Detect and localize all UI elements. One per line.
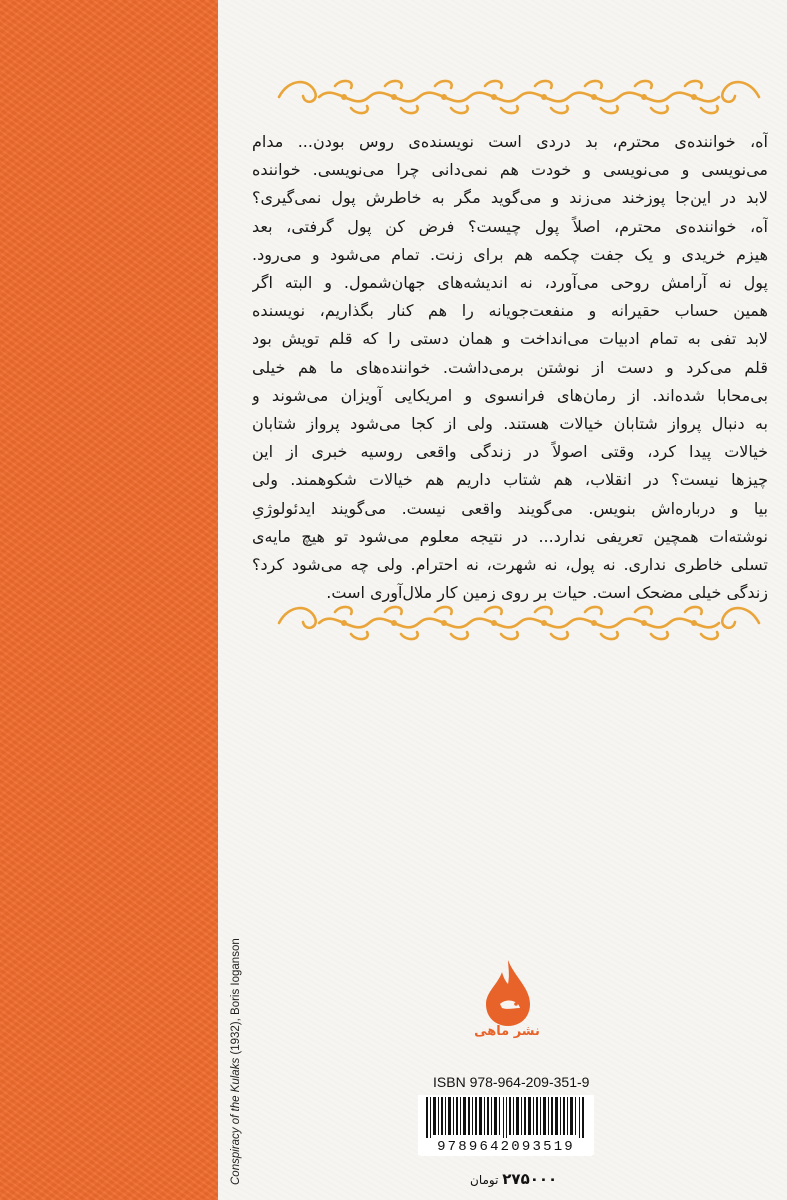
publisher-name: نشر ماهی	[474, 1024, 540, 1039]
painter-name: Boris Ioganson	[230, 938, 242, 1015]
excerpt-line: لابد تفی به تمام ادبیات می‌انداخت و همان دستی را که قلم تویش بود	[252, 329, 768, 349]
isbn-label: ISBN 978-964-209-351-9	[433, 1074, 590, 1090]
excerpt-line: خیالات پیدا کرد، وقتی اصولاً در زندگی واقعی روسیه خبری از این	[252, 442, 768, 462]
barcode-digits: 9789642093519	[420, 1138, 592, 1156]
excerpt-line: نوشته‌ات همچین تعریفی ندارد... در نتیجه معلوم می‌شود تو هیچ مایه‌ی	[252, 526, 768, 546]
bottom-ornament-border-icon	[275, 600, 763, 646]
price-amount: ۲۷۵۰۰۰	[502, 1170, 558, 1188]
excerpt-line: تسلی خاطری نداری. نه پول، نه شهرت، نه احترام. ولی چه می‌شود کرد؟	[252, 555, 768, 575]
excerpt-line: همین حساب حقیرانه و منفعت‌جویانه را هم کنار بگذاریم، نویسنده	[252, 301, 768, 321]
excerpt-line: بیا و درباره‌اش بنویس. می‌گویند واقعی نیست. می‌گویند ایدئولوژیِ	[252, 498, 768, 518]
price-unit: تومان	[470, 1173, 499, 1187]
excerpt-line: پول نه آرامش روحی می‌آورد، نه اندیشه‌های جهان‌شمول. و البته اگر	[252, 273, 768, 293]
fish-drop-logo-icon	[478, 958, 538, 1054]
painting-year: (1932),	[230, 1014, 242, 1058]
excerpt-line: به دنبال پرواز شتابان خیالات هستند. ولی از کجا می‌شود پرواز شتابان	[252, 414, 768, 434]
excerpt-line: قلم می‌کرد و دست از نوشتن برمی‌داشت. خواننده‌های ما هم خیلی	[252, 357, 768, 377]
back-cover-excerpt	[252, 128, 768, 607]
top-ornament-border-icon	[275, 74, 763, 120]
excerpt-line: چیزها نیست؟ در انقلاب، هم شتاب داریم هم خیالات شکوهمند. ولی	[252, 470, 768, 490]
excerpt-line: زندگی خیلی مضحک است. حیات بر روی زمین کار ملال‌آوری است.	[326, 583, 768, 603]
excerpt-line: آه، خواننده‌ی محترم، بد دردی است نویسنده‌ی روس بودن... مدام	[252, 132, 768, 151]
excerpt-line: هیزم خریدی و یک جفت چکمه هم برای زنت. تمام می‌شود و می‌رود.	[252, 244, 768, 264]
orange-spine	[0, 0, 218, 1200]
excerpt-line: آه، خواننده‌ی محترم، اصلاً پول چیست؟ فرض کن پول گرفتی، بعد	[252, 216, 768, 236]
excerpt-line: می‌نویسی و می‌نویسی و خودت هم نمی‌دانی چرا می‌نویسی. خواننده	[252, 160, 768, 180]
excerpt-line: لابد در این‌جا پوزخند می‌زند و می‌گوید مگر به خاطرش پول نمی‌گیری؟	[252, 188, 768, 208]
excerpt-line: بی‌محابا شده‌اند. از رمان‌های فرانسوی و امریکایی آویزان می‌شوند و	[252, 385, 768, 405]
price-label	[470, 1170, 557, 1188]
painting-title: Conspiracy of the Kulaks	[230, 1057, 242, 1185]
spine-credit	[230, 885, 242, 1185]
